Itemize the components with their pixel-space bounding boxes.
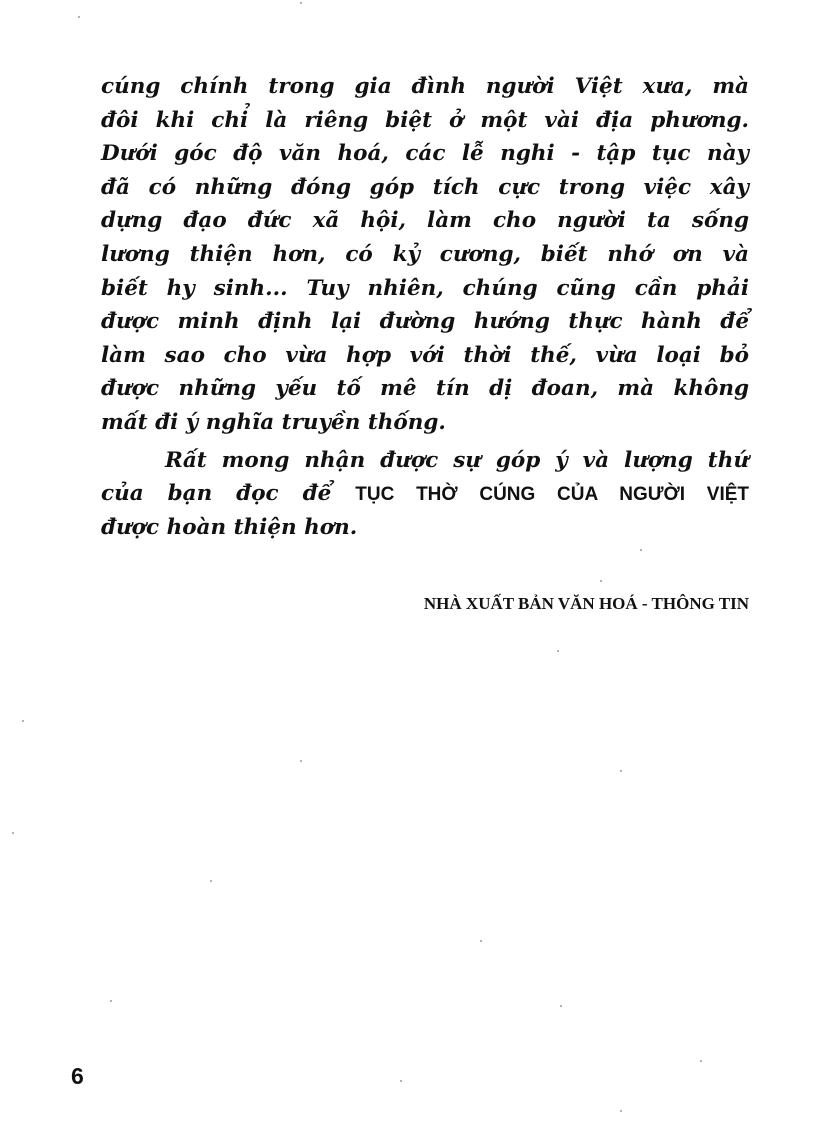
text-line: đã có những đóng góp tích cực trong việc xây [101,174,749,200]
text-line: Dưới góc độ văn hoá, các lễ nghi - tập tục này [101,141,749,167]
text-line: Rất mong nhận được sự góp ý và lượng thứ [165,447,749,473]
text-line: cúng chính trong gia đình người Việt xưa, mà [101,74,749,99]
page-number: 6 [71,1063,84,1089]
text-line: được hoàn thiện hơn. [101,514,358,540]
text-line-with-title [101,477,749,511]
text-line: mất đi ý nghĩa truyền thống. [101,409,446,435]
text-line: làm sao cho vừa hợp với thời thế, vừa loại bỏ [101,342,749,368]
text-line: đôi khi chỉ là riêng biệt ở một vài địa phương. [101,107,749,133]
text-line: biết hy sinh... Tuy nhiên, chúng cũng cần phải [101,275,749,301]
text-line: được những yếu tố mê tín dị đoan, mà không [101,376,749,402]
text-fragment: của bạn đọc để [101,481,332,507]
text-line: dựng đạo đức xã hội, làm cho người ta sống [101,208,749,234]
text-line: lương thiện hơn, có kỷ cương, biết nhớ ơn và [101,241,749,267]
publisher-name: NHÀ XUẤT BẢN VĂN HOÁ - THÔNG TIN [423,594,749,613]
text-line: được minh định lại đường hướng thực hành để [101,309,749,335]
book-title: TỤC THỜ CÚNG CỦA NGƯỜI VIỆT [355,484,749,506]
body-text [101,70,749,544]
